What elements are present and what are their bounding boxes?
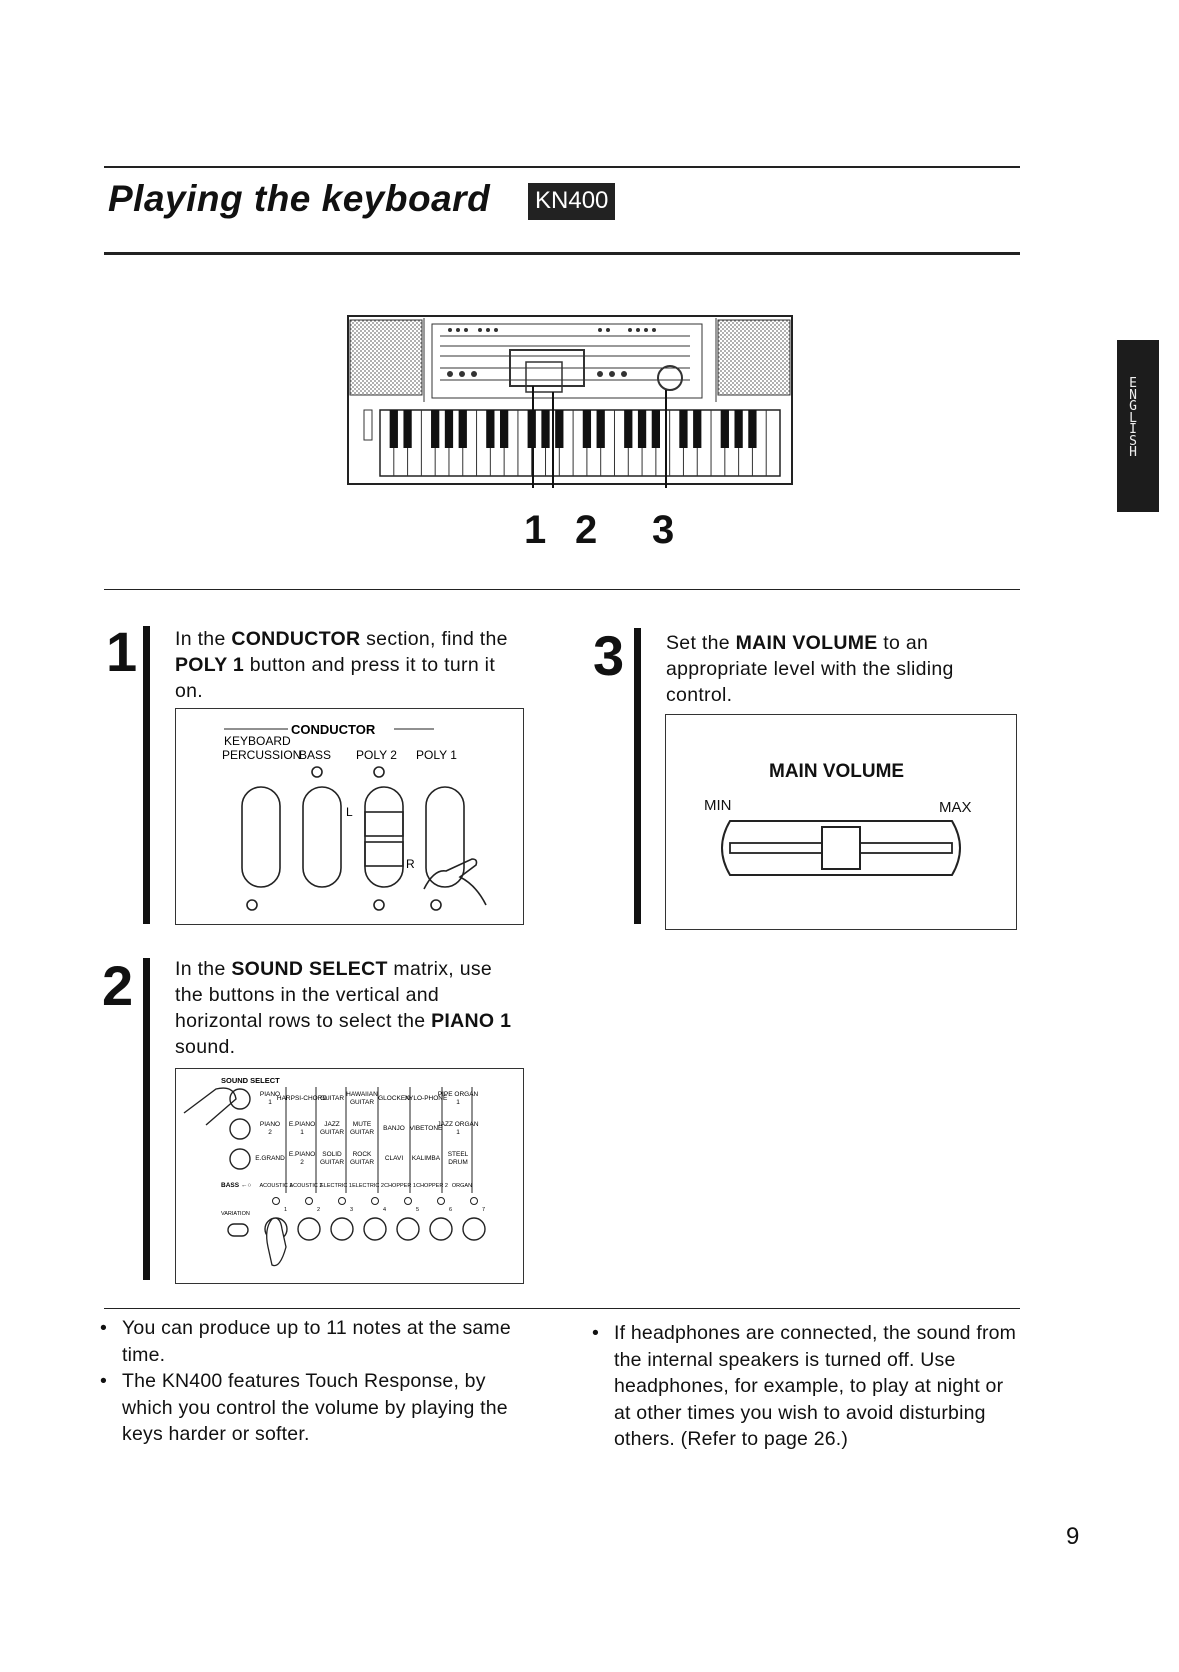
volume-slider[interactable]	[706, 815, 976, 881]
language-tab-label: E N G L I S H	[1129, 376, 1137, 460]
black-key	[721, 410, 729, 448]
step-2-text: In the SOUND SELECT matrix, use the buttons in the vertical and horizontal rows to select the PIANO 1 sound.	[175, 958, 512, 1058]
column-number: 6	[449, 1207, 453, 1213]
sound-label: 1	[300, 1129, 304, 1136]
black-key	[541, 410, 549, 448]
sound-label: JAZZ ORGAN	[437, 1121, 479, 1128]
column-number: 4	[383, 1207, 387, 1213]
sound-label: E.PIANO	[288, 1121, 316, 1128]
sound-label: HAWAIIAN	[346, 1091, 378, 1098]
bass-sound-label: ELECTRIC 2	[352, 1183, 384, 1189]
black-key	[679, 410, 687, 448]
label-r: R	[406, 857, 415, 871]
sound-label: XYLO-PHONE	[404, 1095, 448, 1102]
black-key	[403, 410, 411, 448]
column-number: 3	[350, 1207, 354, 1213]
sound-select-header: SOUND SELECT	[221, 1076, 280, 1085]
row-button-2	[230, 1119, 250, 1139]
sound-label: 1	[456, 1129, 460, 1136]
label-keyboard: KEYBOARD	[224, 734, 291, 748]
page-number: 9	[1066, 1523, 1080, 1550]
black-key	[652, 410, 660, 448]
row-button-3	[230, 1149, 250, 1169]
black-key	[597, 410, 605, 448]
callout-3: 3	[652, 508, 675, 552]
black-key	[486, 410, 494, 448]
sound-label: VIBETONE	[409, 1125, 443, 1132]
notes-right	[590, 1320, 1020, 1453]
right-speaker	[718, 320, 790, 395]
bass-sound-label: ACOUSTIC 2	[289, 1183, 323, 1189]
column-button	[463, 1218, 485, 1240]
step-1-bar	[143, 626, 150, 924]
label-poly1: POLY 1	[416, 748, 457, 762]
main-volume-title: MAIN VOLUME	[769, 761, 905, 782]
callout-1: 1	[524, 508, 547, 552]
bass-button	[303, 787, 341, 887]
sound-label: SOLID	[322, 1151, 342, 1158]
sound-label: STEEL	[447, 1151, 469, 1158]
column-button	[331, 1218, 353, 1240]
sound-label: GUITAR	[349, 1129, 375, 1136]
sound-select-panel	[175, 1068, 524, 1284]
black-key	[734, 410, 742, 448]
sound-label: DRUM	[448, 1159, 468, 1166]
step-3-bar	[634, 628, 641, 924]
bass-indicator	[405, 1198, 412, 1205]
sound-label: 1	[268, 1099, 272, 1106]
sound-label: E.PIANO	[288, 1151, 316, 1158]
column-number: 7	[482, 1207, 486, 1213]
black-key	[445, 410, 453, 448]
sound-label: ROCK	[352, 1151, 372, 1158]
sound-label: PIANO	[259, 1091, 281, 1098]
black-key	[555, 410, 563, 448]
model-badge: KN400	[528, 183, 615, 220]
main-volume-panel	[665, 714, 1017, 930]
left-speaker	[350, 320, 422, 395]
header-bottom-rule	[104, 252, 1020, 255]
sound-label: HARPSI-CHORD	[276, 1095, 328, 1102]
sound-label: GUITAR	[319, 1159, 345, 1166]
pointing-finger	[267, 1218, 286, 1266]
column-number: 1	[284, 1207, 288, 1213]
label-poly2: POLY 2	[356, 748, 397, 762]
callout-2: 2	[575, 508, 598, 552]
conductor-panel	[175, 708, 524, 925]
sound-label: PIANO	[259, 1121, 281, 1128]
bass-sound-label: CHOPPER 2	[416, 1183, 448, 1189]
column-number: 2	[317, 1207, 321, 1213]
percussion-button	[242, 787, 280, 887]
section-rule	[104, 589, 1020, 590]
header-top-rule	[104, 166, 1020, 168]
step-1-text: In the CONDUCTOR section, find the POLY 1 button and press it to turn it on.	[175, 628, 508, 702]
sound-label: CLAVI	[384, 1155, 404, 1162]
step-2-number: 2	[102, 954, 134, 1017]
black-key	[638, 410, 646, 448]
keyboard-illustration	[340, 310, 800, 570]
sound-label: 1	[456, 1099, 460, 1106]
black-key	[624, 410, 632, 448]
bass-indicator	[471, 1198, 478, 1205]
black-key	[528, 410, 536, 448]
bass-sound-label: ELECTRIC 1	[320, 1183, 352, 1189]
black-key	[500, 410, 508, 448]
poly2-button	[365, 787, 403, 887]
black-key	[693, 410, 701, 448]
column-button	[364, 1218, 386, 1240]
column-number: 5	[416, 1207, 420, 1213]
bass-indicator	[438, 1198, 445, 1205]
sound-label: GLOCKEN	[378, 1095, 410, 1102]
sound-label: KALIMBA	[411, 1155, 441, 1162]
note-item: • You can produce up to 11 notes at the same time.	[98, 1315, 528, 1368]
min-label: MIN	[704, 797, 732, 814]
bass-sound-label: ACOUSTIC 1	[259, 1183, 293, 1189]
label-bass: BASS	[299, 748, 332, 762]
note-item: • If headphones are connected, the sound from the internal speakers is turned off. Use headphones, for example, to play at night or at other times you wish to avoid disturbing others. (Refer to page 26.)	[590, 1320, 1020, 1453]
bass-label: BASS ←○	[221, 1182, 252, 1189]
sound-label: 2	[300, 1159, 304, 1166]
sound-label: BANJO	[383, 1125, 405, 1132]
bass-sound-label: ORGAN	[451, 1183, 473, 1189]
bass-sound-label: CHOPPER 1	[384, 1183, 416, 1189]
sound-label: GUITAR	[349, 1099, 375, 1106]
column-button	[298, 1218, 320, 1240]
black-key	[583, 410, 591, 448]
sound-label: E.GRAND	[255, 1155, 285, 1162]
sound-label: 2	[268, 1129, 272, 1136]
bass-indicator	[339, 1198, 346, 1205]
variation-button	[228, 1224, 248, 1236]
black-key	[390, 410, 398, 448]
sound-label: GUITAR	[319, 1129, 345, 1136]
sound-label: GUITAR	[319, 1095, 345, 1102]
note-item: • The KN400 features Touch Response, by which you control the volume by playing the keys harder or softer.	[98, 1368, 528, 1448]
sound-label: PIPE ORGAN	[437, 1091, 479, 1098]
sound-label: GUITAR	[349, 1159, 375, 1166]
black-key	[459, 410, 467, 448]
column-button	[430, 1218, 452, 1240]
black-key	[431, 410, 439, 448]
step-3-number: 3	[593, 624, 625, 687]
notes-left	[98, 1315, 528, 1448]
step-3-text: Set the MAIN VOLUME to an appropriate level with the sliding control.	[666, 632, 954, 706]
page-title: Playing the keyboard	[108, 178, 491, 219]
sound-label: MUTE	[352, 1121, 372, 1128]
black-key	[748, 410, 756, 448]
bass-indicator	[306, 1198, 313, 1205]
bass-indicator	[273, 1198, 280, 1205]
step-1-number: 1	[106, 620, 138, 683]
max-label: MAX	[939, 799, 972, 816]
keybed	[380, 410, 780, 476]
variation-label: VARIATION	[221, 1211, 250, 1217]
label-percussion: PERCUSSION	[222, 748, 302, 762]
step-2-bar	[143, 958, 150, 1280]
column-button	[397, 1218, 419, 1240]
label-l: L	[346, 805, 353, 819]
volume-slider-knob[interactable]	[822, 827, 860, 869]
sound-label: JAZZ	[324, 1121, 340, 1128]
bass-indicator	[372, 1198, 379, 1205]
conductor-header: CONDUCTOR	[291, 722, 376, 737]
notes-rule	[104, 1308, 1020, 1309]
poly1-button	[426, 787, 464, 887]
